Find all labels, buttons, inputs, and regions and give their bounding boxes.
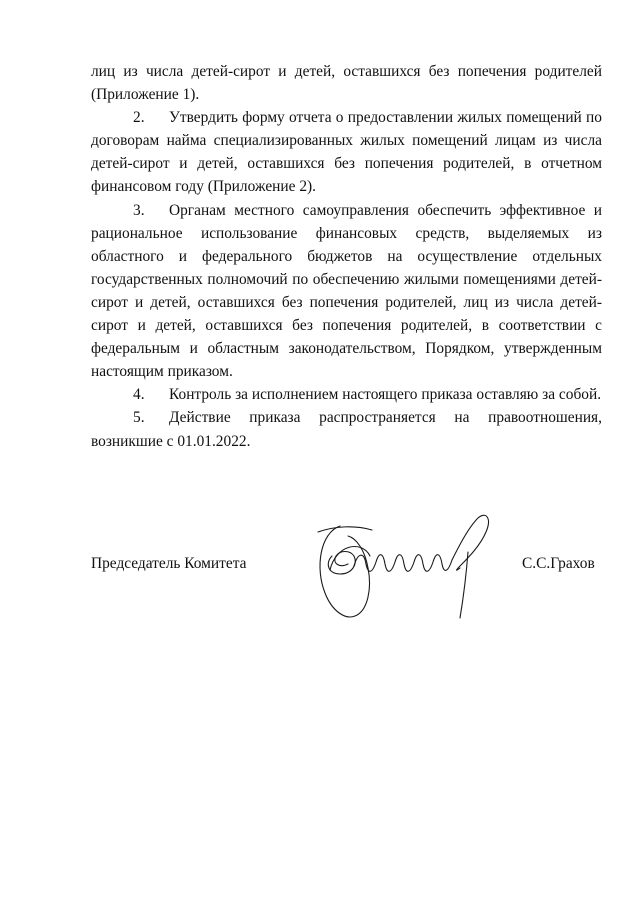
signatory-position: Председатель Комитета (91, 555, 247, 572)
handwritten-signature (310, 508, 500, 628)
paragraph-text: Действие приказа распространяется на правоотношения, возникшие с 01.01.2022. (91, 409, 602, 450)
paragraph-number: 3. (133, 201, 145, 219)
paragraph-number: 5. (133, 409, 145, 427)
paragraph-item-3 (91, 199, 602, 384)
paragraph-item-4 (91, 383, 602, 406)
paragraph-number: 4. (133, 386, 145, 404)
paragraph-text: Контроль за исполнением настоящего приказа оставляю за собой. (169, 386, 602, 404)
paragraph-item-5 (91, 406, 602, 452)
signatory-name: С.С.Грахов (522, 555, 595, 572)
paragraph-number: 2. (133, 109, 145, 127)
paragraph-text: лиц из числа детей-сирот и детей, оставшихся без попечения родителей (Приложение 1). (91, 63, 602, 104)
document-body (91, 60, 602, 453)
paragraph-continuation (91, 60, 602, 106)
paragraph-text: Утвердить форму отчета о предоставлении жилых помещений по договорам найма специализированных жилых помещений лицам из числа детей-сирот и детей, оставшихся без попечения родителей, в отчетном финансовом году (Приложение 2). (91, 109, 602, 196)
paragraph-item-2 (91, 106, 602, 198)
paragraph-text: Органам местного самоуправления обеспечить эффективное и рациональное использование финансовых средств, выделяемых из областного и федерального бюджетов на осуществление отдельных государственных полномочий по обеспечению жилыми помещениями детей-сирот и детей, оставшихся без попечения родителей, лиц из числа детей-сирот и детей, оставшихся без попечения родителей, в соответствии с федеральным и областным законодательством, Порядком, утвержденным настоящим приказом. (91, 201, 602, 381)
